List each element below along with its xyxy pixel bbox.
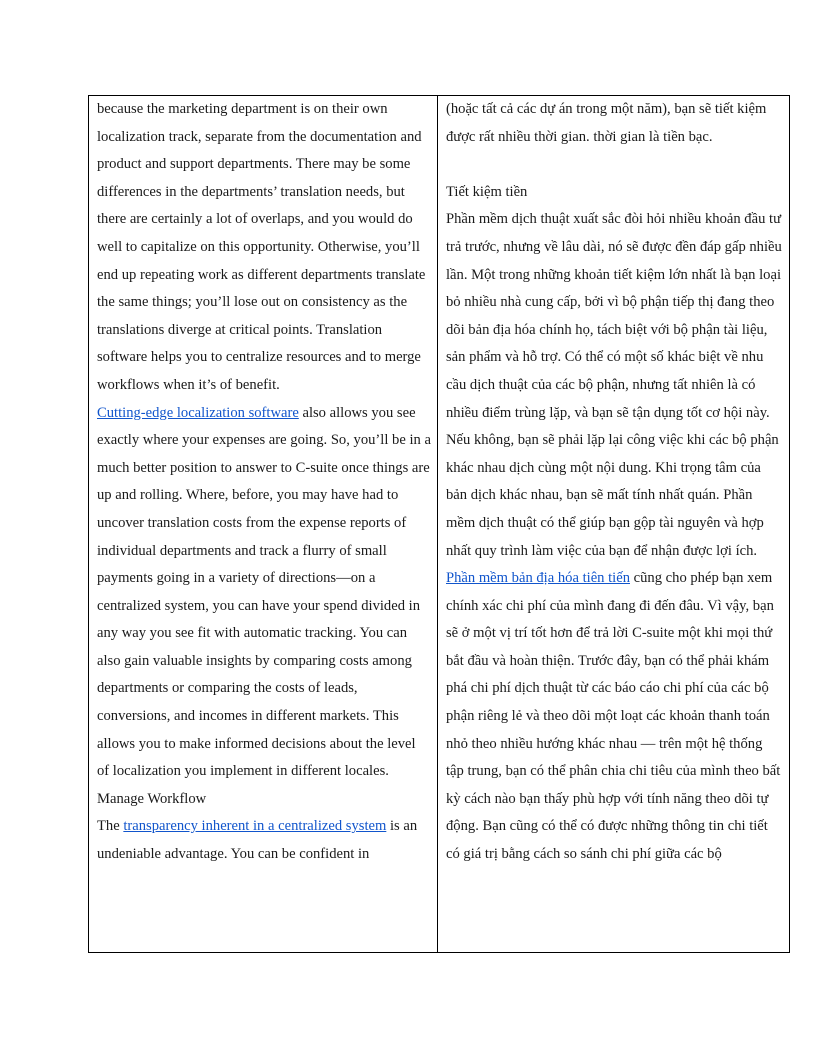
- paragraph-spacer: [446, 151, 783, 179]
- paragraph-centralize: because the marketing department is on their own localization track, separate from the documentation and product and support departments. There may be some differences in the departments’ translation needs, but there are certainly a lot of overlaps, and you would do well to capitalize on this opportunity. Otherwise, you’ll end up repeating work as different departments translate the same things; you’ll lose out on consistency as the translations diverge at critical points. Translation software helps you to centralize resources and to merge workflows when it’s of benefit.: [97, 101, 426, 393]
- centralized-system-link[interactable]: transparency inherent in a centralized system: [123, 818, 387, 835]
- vietnamese-column: [438, 96, 789, 952]
- paragraph-time-savings: (hoặc tất cả các dự án trong một năm), bạn sẽ tiết kiệm được rất nhiều thời gian. thời gian là tiền bạc.: [446, 101, 767, 145]
- paragraph-investment: Phần mềm dịch thuật xuất sắc đòi hỏi nhiều khoản đầu tư trả trước, nhưng về lâu dài, nó sẽ được đền đáp gấp nhiều lần. Một trong những khoản tiết kiệm lớn nhất là bạn loại bỏ nhiều nhà cung cấp, bởi vì bộ phận tiếp thị đang theo dõi bản địa hóa chính họ, tách biệt với bộ phận tài liệu, sản phẩm và hỗ trợ. Có thể có một số khác biệt về nhu cầu dịch thuật của các bộ phận, nhưng tất nhiên là có nhiều điểm trùng lặp, và bạn sẽ tận dụng tốt cơ hội này. Nếu không, bạn sẽ phải lặp lại công việc khi các bộ phận khác nhau dịch cùng một nội dung. Khi trọng tâm của bản dịch khác nhau, bạn sẽ mất tính nhất quán. Phần mềm dịch thuật có thể giúp bạn gộp tài nguyên và hợp nhất quy trình làm việc của bạn để nhận được lợi ích.: [446, 211, 782, 559]
- section-heading-manage-workflow: Manage Workflow: [97, 790, 207, 807]
- paragraph-expenses-vi-text: cũng cho phép bạn xem chính xác chi phí của mình đang đi đến đâu. Vì vậy, bạn sẽ ở một vị trí tốt hơn để trả lời C-suite một khi mọi thứ bắt đầu và hoàn thiện. Trước đây, bạn có thể phải khám phá chi phí dịch thuật từ các báo cáo chi phí của các bộ phận riêng lẻ và theo dõi một loạt các khoản thanh toán nhỏ theo nhiều hướng khác nhau — trên một hệ thống tập trung, bạn có thể phân chia chi tiêu của mình theo bất kỳ cách nào bạn thấy phù hợp với tính năng theo dõi tự động. Bạn cũng có thể có được những thông tin chi tiết có giá trị bằng cách so sánh chi phí giữa các bộ: [446, 570, 781, 863]
- bilingual-table: [88, 95, 790, 953]
- localization-software-link[interactable]: Cutting-edge localization software: [97, 404, 299, 421]
- localization-software-link-vi[interactable]: Phần mềm bản địa hóa tiên tiến: [446, 570, 630, 587]
- paragraph-transparency-prefix: The: [97, 818, 124, 835]
- paragraph-expenses-text: also allows you see exactly where your expenses are going. So, you’ll be in a much better position to answer to C-suite once things are up and rolling. Where, before, you may have had to uncover translation costs from the expense reports of individual departments and track a flurry of small payments going in a variety of directions—on a centralized system, you can have your spend divided in any way you see fit with automatic tracking. You can also gain valuable insights by comparing costs among departments or comparing the costs of leads, conversions, and incomes in different markets. This allows you to make informed decisions about the level of localization you implement in different locales.: [97, 404, 431, 780]
- section-heading-save-money: Tiết kiệm tiền: [446, 183, 528, 200]
- paragraph-transparency-text: is an undeniable advantage. You can be confident in: [97, 818, 418, 863]
- paragraph-transparency: [97, 813, 431, 868]
- paragraph-expenses-vi: [446, 565, 783, 869]
- english-column: [89, 96, 438, 952]
- paragraph-expenses: [97, 400, 431, 786]
